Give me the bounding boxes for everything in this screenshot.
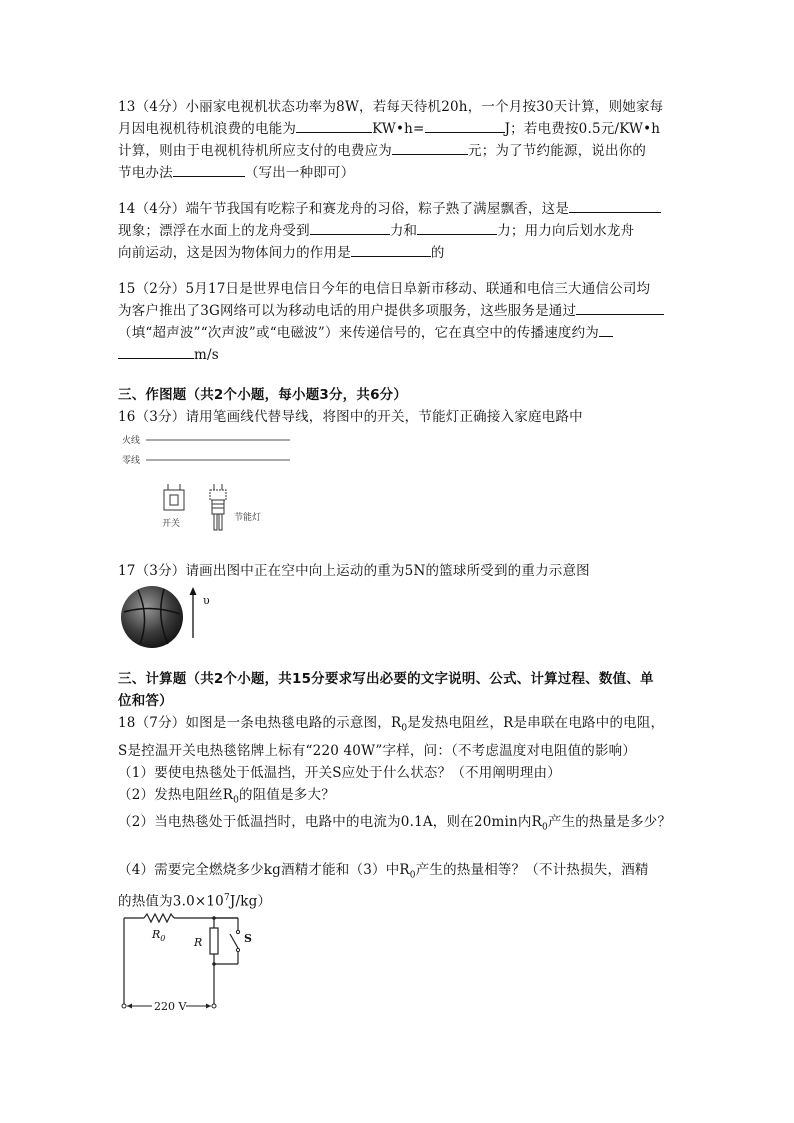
- q13-line4: [118, 162, 678, 184]
- q15-text: （填“超声波”“次声波”或“电磁波”）来传递信号的，它在真空中的传播速度约为: [118, 325, 600, 341]
- switch-s-icon: [230, 931, 240, 952]
- answer-blank[interactable]: [392, 140, 468, 155]
- answer-blank[interactable]: [417, 220, 497, 235]
- section-heading-calculation-line2: 位和答）: [118, 693, 173, 709]
- q18-text: 的阻值是多大？: [239, 786, 335, 803]
- q15-text: 为客户推出了3G网络可以为移动电话的用户提供多项服务，这些服务是通过: [118, 303, 577, 319]
- q13-text: 计算，则由于电视机待机所应支付的电费应为: [118, 143, 392, 159]
- energy-saving-lamp-icon: [210, 484, 226, 530]
- answer-blank[interactable]: [425, 118, 505, 133]
- live-wire-label: 火线: [122, 436, 141, 446]
- basketball-figure: [118, 582, 238, 652]
- voltage-label: 220 V: [154, 1000, 187, 1014]
- switch-icon: [164, 484, 184, 510]
- q13-line3: [118, 140, 678, 162]
- q18-text: 的热值为3.0×10: [118, 893, 224, 910]
- question-14: [118, 198, 678, 264]
- q18-text: 是发热电阻丝，R是串联在电路中的电阻，: [407, 715, 665, 731]
- q13-text: 元；为了节约能源，说出你的: [468, 143, 647, 159]
- r0-label: $R_0$: [152, 928, 166, 944]
- q13-text: 节电办法: [118, 165, 173, 181]
- subscript: 0: [541, 823, 548, 834]
- resistor-r0-icon: [144, 914, 174, 922]
- q15-text: m/s: [194, 347, 219, 363]
- q14-text: 向前运动，这是因为物体间力的作用是: [118, 245, 351, 261]
- q13-text: （写出一种即可）: [244, 165, 355, 181]
- electric-blanket-circuit-diagram: [118, 912, 278, 1016]
- question-15: [118, 278, 678, 366]
- exam-page: [118, 96, 678, 1016]
- q15-line3: [118, 322, 678, 344]
- q18-sub4-line1: [118, 859, 678, 887]
- q17-figure: [118, 582, 678, 652]
- velocity-label: υ: [203, 594, 210, 607]
- q16-figure: [118, 428, 678, 540]
- q13-line2: [118, 118, 678, 140]
- q15-line2: [118, 300, 678, 322]
- q13-text: 月因电视机待机浪费的电能为: [118, 121, 297, 137]
- subscript: 0: [401, 723, 408, 734]
- q14-line2: [118, 220, 678, 242]
- household-circuit-diagram: [118, 428, 318, 540]
- q18-line2: S是控温开关电热毯铭牌上标有“220 40W”字样，问：（不考虑温度对电阻值的影响）: [118, 742, 637, 759]
- q15-line4: [118, 344, 678, 366]
- subscript: 0: [409, 870, 416, 881]
- answer-blank[interactable]: [118, 344, 194, 359]
- q18-sub3: [118, 811, 678, 839]
- answer-blank[interactable]: [310, 220, 390, 235]
- up-arrow-icon: [190, 587, 197, 638]
- answer-blank[interactable]: [569, 198, 661, 213]
- q14-text: 力和: [389, 223, 418, 239]
- q14-text: 力；用力向后划水龙舟: [497, 223, 635, 239]
- q15-line1: 15（2分）5月17日是世界电信日今年的电信日阜新市移动、联通和电信三大通信公司均: [118, 281, 651, 297]
- q18-text: （2）当电热毯处于低温挡时，电路中的电流为0.1A，则在20min内R: [118, 814, 542, 831]
- q18-line1: [118, 712, 678, 740]
- q17-text: 17（3分）请画出图中正在空中向上运动的重为5N的篮球所受到的重力示意图: [118, 563, 590, 579]
- answer-blank[interactable]: [351, 242, 431, 257]
- s-label: S: [244, 932, 252, 946]
- q13-line1: 13（4分）小丽家电视机状态功率为8W，若每天待机20h，一个月按30天计算，则她家每: [118, 99, 664, 115]
- question-13: [118, 96, 678, 184]
- answer-blank[interactable]: [173, 162, 245, 177]
- q18-text: J/kg）: [229, 893, 272, 910]
- r-label: R: [194, 936, 203, 950]
- q14-text: 的: [430, 245, 445, 261]
- q14-text: 14（4分）端午节我国有吃粽子和赛龙舟的习俗，粽子熟了满屋飘香，这是: [118, 201, 570, 217]
- q18-text: 18（7分）如图是一条电热毯电路的示意图，R: [118, 715, 402, 731]
- answer-blank[interactable]: [296, 118, 372, 133]
- q18-figure: [118, 912, 678, 1016]
- q13-text: J；若电费按0.5元/KW•h: [504, 121, 661, 137]
- q14-line3: [118, 242, 678, 264]
- resistor-r-icon: [210, 928, 218, 954]
- q14-line1: [118, 198, 678, 220]
- neutral-wire-label: 零线: [122, 456, 141, 466]
- section-heading-calculation-line1: 三、计算题（共2个小题，共15分要求写出必要的文字说明、公式、计算过程、数值、单: [118, 671, 654, 687]
- superscript: 7: [223, 892, 230, 903]
- subscript: 0: [233, 795, 239, 806]
- q18-text: 产生的热量相等？（不计热损失，酒精: [415, 862, 649, 879]
- q18-text: （4）需要完全燃烧多少kg酒精才能和（3）中R: [118, 862, 410, 879]
- q18-text: 产生的热量是多少？: [547, 814, 672, 831]
- lamp-label: 节能灯: [234, 513, 262, 523]
- answer-blank[interactable]: [599, 322, 613, 337]
- answer-blank[interactable]: [576, 300, 664, 315]
- q18-sub1: （1）要使电热毯处于低温挡，开关S应处于什么状态？（不用阐明理由）: [118, 764, 561, 781]
- section-heading-drawing: 三、作图题（共2个小题，每小题3分，共6分）: [118, 387, 408, 403]
- q13-text: KW•h=: [372, 121, 425, 137]
- q16-text: 16（3分）请用笔画线代替导线，将图中的开关，节能灯正确接入家庭电路中: [118, 409, 583, 425]
- basketball-icon: [121, 586, 183, 648]
- q18-text: （2）发热电阻丝R: [118, 786, 234, 803]
- q14-text: 现象；漂浮在水面上的龙舟受到: [118, 223, 310, 239]
- switch-label: 开关: [162, 519, 181, 529]
- q18-sub2: [118, 784, 678, 812]
- q18-sub4-line2: [118, 887, 678, 913]
